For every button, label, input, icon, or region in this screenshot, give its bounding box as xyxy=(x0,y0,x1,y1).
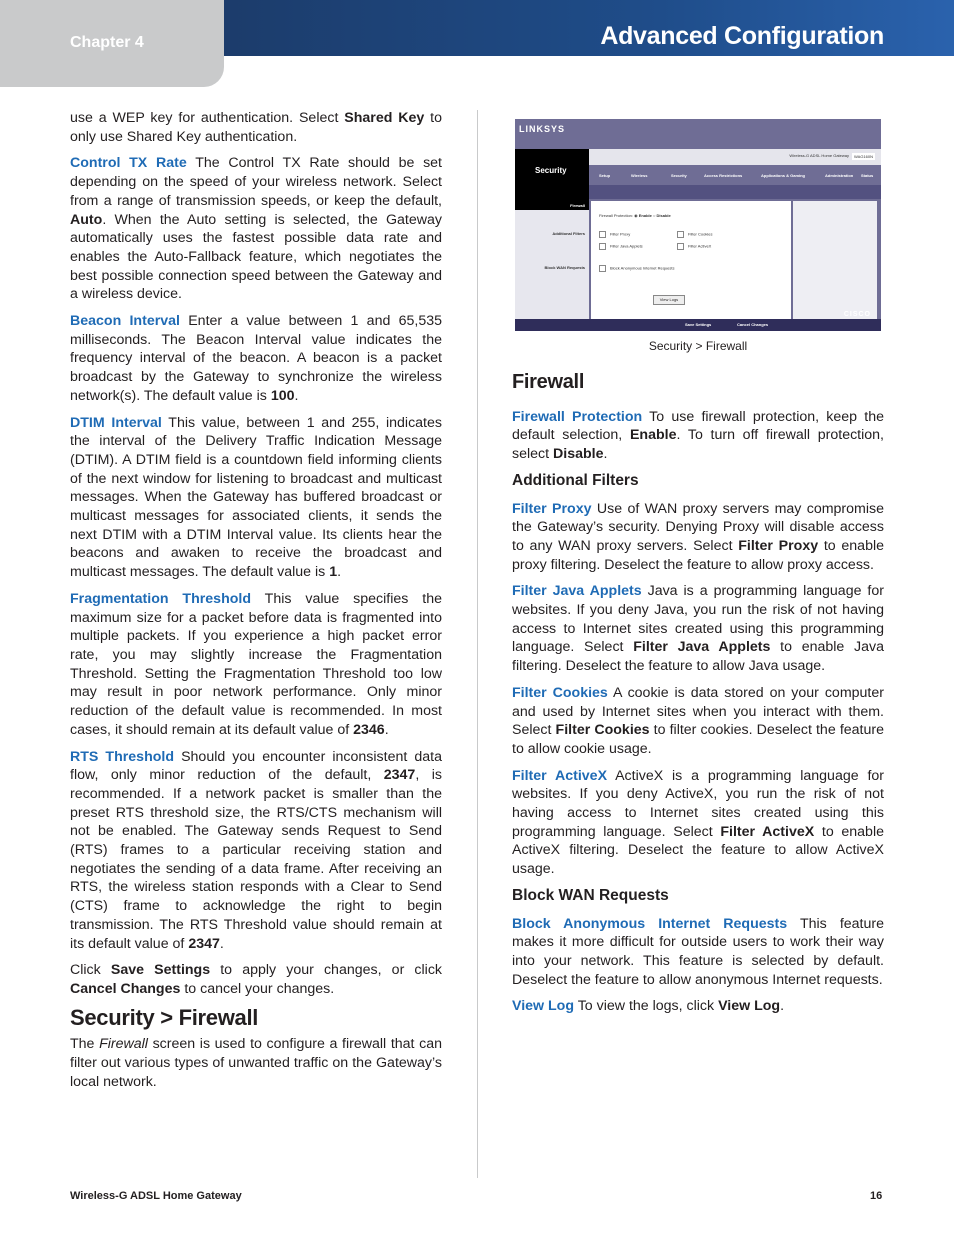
term-control-tx-rate: Control TX Rate xyxy=(70,155,187,172)
paragraph-filter-java: Filter Java Applets Java is a programming language for websites. If you deny Java, you run the risk of not having access to Internet sites created using this programming language. Select Filter Java Applets to enable Java filtering. Deselect the feature to allow Java usage. xyxy=(512,583,884,675)
chapter-label: Chapter 4 xyxy=(70,34,144,51)
screenshot-tabs xyxy=(589,165,881,185)
save-settings-button: Save Settings xyxy=(685,322,712,327)
paragraph-wep: use a WEP key for authentication. Select Shared Key to only use Shared Key authentication. xyxy=(70,110,442,145)
section-heading-security-firewall: Security > Firewall xyxy=(70,1004,259,1030)
term-filter-proxy: Filter Proxy xyxy=(512,500,592,517)
term-fragmentation-threshold: Fragmentation Threshold xyxy=(70,590,252,607)
term-dtim-interval: DTIM Interval xyxy=(70,414,162,431)
tab-status: Status xyxy=(861,173,874,178)
screenshot-model-id: WAG160N xyxy=(854,154,873,159)
paragraph-filter-proxy: Filter Proxy Use of WAN proxy servers may compromise the Gateway’s security. Denying Proxy will disable access to any WAN proxy servers. Select Filter Proxy to enable proxy filtering. Deselect the feature to allow proxy access. xyxy=(512,500,885,573)
term-block-anonymous: Block Anonymous Internet Requests xyxy=(512,915,788,932)
paragraph-control-tx-rate: Control TX Rate The Control TX Rate should be set depending on the speed of your wireless network. Select from a range of transmission speeds, or keep the default, Auto. When the Auto setting is selected, the Gateway automatically uses the fastest possible data rate and enables the Auto-Fallback feature, which negotiates the best possible connection speed between the Gateway and a wireless device. xyxy=(70,155,442,303)
right-column xyxy=(512,373,884,1024)
paragraph-filter-cookies: Filter Cookies A cookie is data stored on your computer and used by Internet sites when you interact with them. Select Filter Cookies to filter cookies. Deselect the feature to allow cookie usage. xyxy=(512,684,884,757)
term-filter-java: Filter Java Applets xyxy=(512,583,642,600)
firewall-screenshot: LINKSYS Security Wireless-G ADSL Home Gateway WAG160N Setup Wireless Security Access Restrictions Applications & Gaming Administration Status Firewall Additional Filters Block WAN Requests Firewall Protection: ◉ Enable ○ Disable Filter Proxy Filter Cookies Filter Java Applets Filter ActiveX Block Anonymous Internet Requests View Logs Save Settings Cancel Changes CISCO xyxy=(515,119,881,331)
term-rts-threshold: RTS Threshold xyxy=(70,748,175,765)
tab-applications-gaming: Applications & Gaming xyxy=(761,173,806,178)
column-divider xyxy=(477,110,478,1178)
paragraph-block-anonymous: Block Anonymous Internet Requests This feature makes it more difficult for outside users to work their way into your network. This feature is selected by default. Deselect the feature to allow anonymous Internet requests. xyxy=(512,915,884,988)
chapter-tab xyxy=(0,0,224,87)
paragraph-view-log: View Log To view the logs, click View Log. xyxy=(512,998,785,1015)
tab-wireless: Wireless xyxy=(631,173,648,178)
heading-firewall: Firewall xyxy=(512,371,585,393)
tab-access-restrictions: Access Restrictions xyxy=(704,173,743,178)
paragraph-fragmentation-threshold: Fragmentation Threshold This value specifies the maximum size for a packet before data is fragmented into multiple packets. If you experience a high packet error rate, you may slightly increase the Fragmentation Threshold. Setting the Fragmentation Threshold too low may result in poor network performance. Only minor reduction of the default value is recommended. In most cases, it should remain at its default value of 2346. xyxy=(70,590,443,738)
term-firewall-protection: Firewall Protection xyxy=(512,408,643,425)
heading-additional-filters: Additional Filters xyxy=(512,471,639,489)
term-filter-cookies: Filter Cookies xyxy=(512,684,608,701)
term-filter-activex: Filter ActiveX xyxy=(512,767,608,784)
paragraph-rts-threshold: RTS Threshold Should you encounter inconsistent data flow, only minor reduction of the default, 2347, is recommended. If a network packet is smaller than the preset RTS threshold size, the RTS/CTS mechanism will not be enabled. The Gateway sends Request to Send (RTS) frames to a particular receiving station and negotiates the sending of a data frame. After receiving an RTS, the wireless station responds with a Clear to Send (CTS) frame to acknowledge the right to begin transmission. The RTS Threshold value should remain at its default value of 2347. xyxy=(70,748,442,952)
paragraph-dtim-interval: DTIM Interval This value, between 1 and 255, indicates the interval of the Delivery Traffic Indication Message (DTIM). A DTIM field is a countdown field informing clients of the next window for listening to broadcast and multicast messages. When the Gateway has buffered broadcast or multicast messages for associated clients, it sends the next DTIM with a DTIM Interval value. Its clients hear the beacons and awaken to receive the broadcast and multicast messages. The default value is 1. xyxy=(70,414,442,581)
tab-setup: Setup xyxy=(599,173,611,178)
linksys-logo: LINKSYS xyxy=(519,124,566,134)
screenshot-section: Security xyxy=(535,166,567,175)
term-beacon-interval: Beacon Interval xyxy=(70,313,180,330)
figure-caption: Security > Firewall xyxy=(648,339,748,353)
paragraph-beacon-interval: Beacon Interval Enter a value between 1 and 65,535 milliseconds. The Beacon Interval value indicates the frequency interval of the beacon. A beacon is a packet broadcast by the Gateway to synchronize the wireless network(s). The default value is 100. xyxy=(70,313,442,404)
left-column xyxy=(70,109,442,1099)
paragraph-firewall-intro: The Firewall screen is used to configure a firewall that can filter out various types of unwanted traffic on the Gateway’s local network. xyxy=(70,1036,442,1090)
tab-administration: Administration xyxy=(825,173,854,178)
paragraph-save-cancel: Click Save Settings to apply your changes, or click Cancel Changes to cancel your changes. xyxy=(70,962,443,997)
view-logs-button: View Logs xyxy=(653,295,685,305)
side-additional-filters: Additional Filters xyxy=(552,231,585,236)
cancel-changes-button: Cancel Changes xyxy=(737,322,769,327)
footer-product: Wireless-G ADSL Home Gateway xyxy=(70,1190,242,1202)
cisco-logo: CISCO xyxy=(843,311,871,318)
side-firewall: Firewall xyxy=(570,203,585,208)
screenshot-model-text: Wireless-G ADSL Home Gateway xyxy=(789,153,849,158)
side-block-wan: Block WAN Requests xyxy=(544,265,585,270)
page-title: Advanced Configuration xyxy=(600,22,884,50)
footer-page-number: 16 xyxy=(870,1190,883,1202)
heading-block-wan: Block WAN Requests xyxy=(512,886,669,904)
tab-security: Security xyxy=(671,173,687,178)
paragraph-firewall-protection: Firewall Protection To use firewall protection, keep the default selection, Enable. To turn off firewall protection, select Disable. xyxy=(512,408,884,463)
header-band xyxy=(224,0,954,56)
paragraph-filter-activex: Filter ActiveX ActiveX is a programming language for websites. If you deny ActiveX, you run the risk of not having access to Internet sites created using this programming language. Select Filter ActiveX to enable ActiveX filtering. Deselect the feature to allow ActiveX usage. xyxy=(512,767,884,878)
term-view-log: View Log xyxy=(512,998,575,1015)
